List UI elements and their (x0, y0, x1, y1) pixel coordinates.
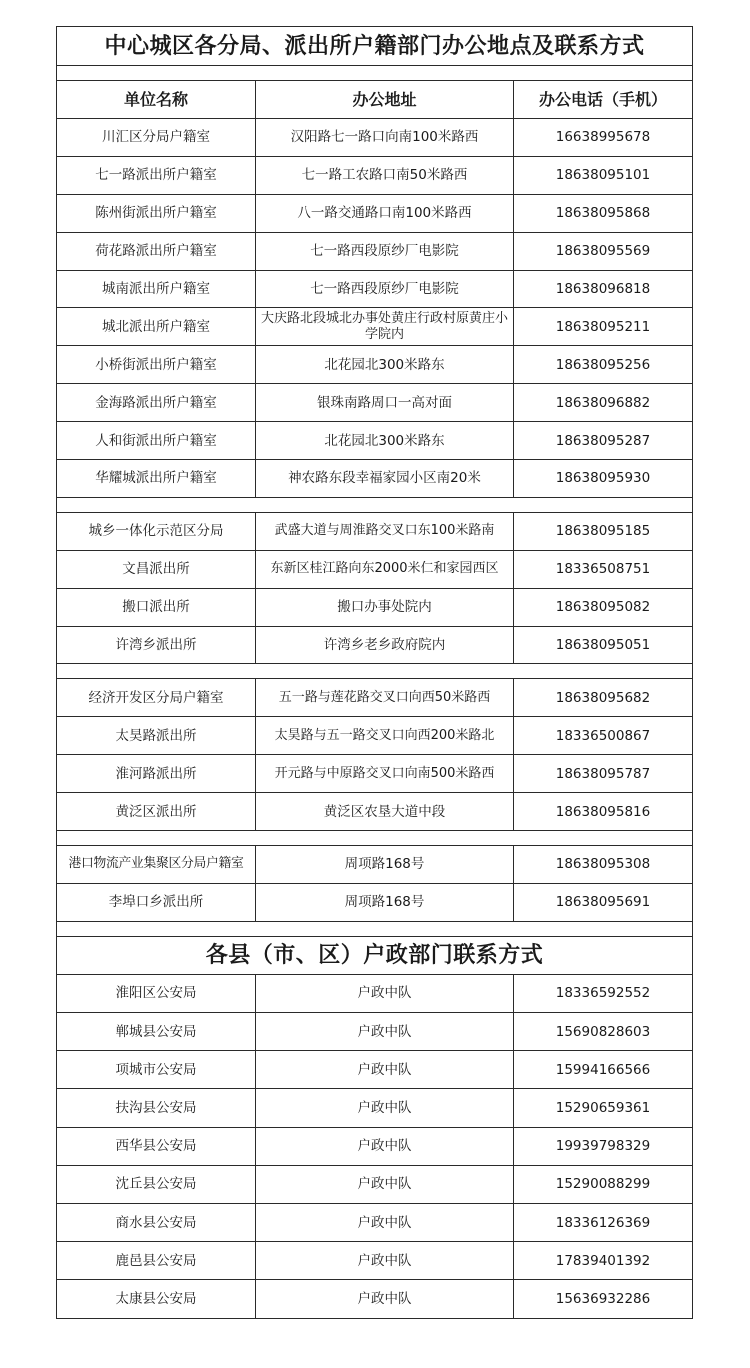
phone-cell: 15290088299 (514, 1165, 693, 1203)
unit-name-cell: 项城市公安局 (57, 1051, 256, 1089)
address-cell: 七一路西段原纱厂电影院 (256, 270, 514, 308)
phone-cell: 18638095868 (514, 194, 693, 232)
table-row (57, 1051, 693, 1089)
phone-cell: 18638095211 (514, 308, 693, 346)
table-row (57, 1127, 693, 1165)
unit-name-cell: 扶沟县公安局 (57, 1089, 256, 1127)
table-row (57, 1280, 693, 1318)
table-row (57, 974, 693, 1012)
phone-cell: 18336592552 (514, 974, 693, 1012)
phone-cell: 16638995678 (514, 119, 693, 157)
unit-name-cell: 文昌派出所 (57, 550, 256, 588)
address-cell: 七一路工农路口南50米路西 (256, 156, 514, 194)
address-cell: 五一路与莲花路交叉口向西50米路西 (256, 679, 514, 717)
unit-name-cell: 荷花路派出所户籍室 (57, 232, 256, 270)
phone-cell: 15636932286 (514, 1280, 693, 1318)
department-cell: 户政中队 (256, 1165, 514, 1203)
unit-name-cell: 七一路派出所户籍室 (57, 156, 256, 194)
table-row (57, 194, 693, 232)
spacer-cell (57, 664, 693, 679)
table-row (57, 755, 693, 793)
page-title: 中心城区各分局、派出所户籍部门办公地点及联系方式 (57, 27, 693, 66)
phone-cell: 18336126369 (514, 1203, 693, 1241)
address-cell: 武盛大道与周淮路交叉口东100米路南 (256, 512, 514, 550)
county-section-title: 各县（市、区）户政部门联系方式 (57, 936, 693, 974)
table-row (57, 626, 693, 664)
table-row (57, 588, 693, 626)
table-row (57, 679, 693, 717)
unit-name-cell: 许湾乡派出所 (57, 626, 256, 664)
title-row (57, 27, 693, 66)
table-row (57, 846, 693, 884)
phone-cell: 18336500867 (514, 717, 693, 755)
spacer-row (57, 664, 693, 679)
spacer-row (57, 497, 693, 512)
address-cell: 大庆路北段城北办事处黄庄行政村原黄庄小学院内 (256, 308, 514, 346)
department-cell: 户政中队 (256, 1089, 514, 1127)
phone-cell: 15994166566 (514, 1051, 693, 1089)
address-cell: 北花园北300米路东 (256, 422, 514, 460)
phone-cell: 17839401392 (514, 1242, 693, 1280)
table-row (57, 793, 693, 831)
spacer-cell (57, 921, 693, 936)
phone-cell: 18638095930 (514, 460, 693, 498)
unit-name-cell: 商水县公安局 (57, 1203, 256, 1241)
address-cell: 北花园北300米路东 (256, 346, 514, 384)
county-title-row (57, 936, 693, 974)
table-row (57, 460, 693, 498)
unit-name-cell: 黄泛区派出所 (57, 793, 256, 831)
table-row (57, 717, 693, 755)
unit-name-cell: 金海路派出所户籍室 (57, 384, 256, 422)
unit-name-cell: 淮河路派出所 (57, 755, 256, 793)
address-cell: 搬口办事处院内 (256, 588, 514, 626)
address-cell: 周项路168号 (256, 846, 514, 884)
phone-cell: 18638095101 (514, 156, 693, 194)
department-cell: 户政中队 (256, 1127, 514, 1165)
phone-cell: 18638096882 (514, 384, 693, 422)
unit-name-cell: 人和街派出所户籍室 (57, 422, 256, 460)
spacer-cell (57, 66, 693, 81)
department-cell: 户政中队 (256, 1013, 514, 1051)
unit-name-cell: 搬口派出所 (57, 588, 256, 626)
unit-name-cell: 经济开发区分局户籍室 (57, 679, 256, 717)
unit-name-cell: 城南派出所户籍室 (57, 270, 256, 308)
table-row (57, 550, 693, 588)
phone-cell: 18638095287 (514, 422, 693, 460)
spacer-cell (57, 831, 693, 846)
spacer-cell (57, 497, 693, 512)
phone-cell: 18638096818 (514, 270, 693, 308)
department-cell: 户政中队 (256, 1051, 514, 1089)
phone-cell: 18638095691 (514, 883, 693, 921)
header-row (57, 81, 693, 119)
table-row (57, 1203, 693, 1241)
table-row (57, 346, 693, 384)
phone-cell: 18638095308 (514, 846, 693, 884)
department-cell: 户政中队 (256, 1242, 514, 1280)
table-row (57, 270, 693, 308)
spacer-row (57, 66, 693, 81)
table-row (57, 512, 693, 550)
contact-table-body (57, 27, 693, 1319)
unit-name-cell: 城北派出所户籍室 (57, 308, 256, 346)
unit-name-cell: 郸城县公安局 (57, 1013, 256, 1051)
table-row (57, 1242, 693, 1280)
unit-name-cell: 太昊路派出所 (57, 717, 256, 755)
header-unit-name: 单位名称 (57, 81, 256, 119)
header-phone: 办公电话（手机） (514, 81, 693, 119)
department-cell: 户政中队 (256, 1280, 514, 1318)
contact-table (56, 26, 693, 1319)
unit-name-cell: 太康县公安局 (57, 1280, 256, 1318)
phone-cell: 18638095051 (514, 626, 693, 664)
phone-cell: 15290659361 (514, 1089, 693, 1127)
table-row (57, 384, 693, 422)
table-row (57, 883, 693, 921)
unit-name-cell: 鹿邑县公安局 (57, 1242, 256, 1280)
unit-name-cell: 李埠口乡派出所 (57, 883, 256, 921)
table-row (57, 156, 693, 194)
unit-name-cell: 西华县公安局 (57, 1127, 256, 1165)
department-cell: 户政中队 (256, 974, 514, 1012)
table-row (57, 119, 693, 157)
unit-name-cell: 川汇区分局户籍室 (57, 119, 256, 157)
table-row (57, 1165, 693, 1203)
spacer-row (57, 921, 693, 936)
phone-cell: 18336508751 (514, 550, 693, 588)
phone-cell: 18638095082 (514, 588, 693, 626)
header-address: 办公地址 (256, 81, 514, 119)
table-row (57, 1089, 693, 1127)
phone-cell: 18638095816 (514, 793, 693, 831)
phone-cell: 18638095569 (514, 232, 693, 270)
table-row (57, 308, 693, 346)
phone-cell: 15690828603 (514, 1013, 693, 1051)
address-cell: 神农路东段幸福家园小区南20米 (256, 460, 514, 498)
address-cell: 银珠南路周口一高对面 (256, 384, 514, 422)
address-cell: 七一路西段原纱厂电影院 (256, 232, 514, 270)
table-row (57, 422, 693, 460)
phone-cell: 19939798329 (514, 1127, 693, 1165)
address-cell: 汉阳路七一路口向南100米路西 (256, 119, 514, 157)
address-cell: 八一路交通路口南100米路西 (256, 194, 514, 232)
unit-name-cell: 华耀城派出所户籍室 (57, 460, 256, 498)
address-cell: 许湾乡老乡政府院内 (256, 626, 514, 664)
spacer-row (57, 831, 693, 846)
unit-name-cell: 城乡一体化示范区分局 (57, 512, 256, 550)
address-cell: 周项路168号 (256, 883, 514, 921)
unit-name-cell: 沈丘县公安局 (57, 1165, 256, 1203)
unit-name-cell: 淮阳区公安局 (57, 974, 256, 1012)
address-cell: 黄泛区农垦大道中段 (256, 793, 514, 831)
address-cell: 太昊路与五一路交叉口向西200米路北 (256, 717, 514, 755)
department-cell: 户政中队 (256, 1203, 514, 1241)
phone-cell: 18638095185 (514, 512, 693, 550)
table-row (57, 232, 693, 270)
unit-name-cell: 陈州街派出所户籍室 (57, 194, 256, 232)
phone-cell: 18638095256 (514, 346, 693, 384)
address-cell: 东新区桂江路向东2000米仁和家园西区 (256, 550, 514, 588)
address-cell: 开元路与中原路交叉口向南500米路西 (256, 755, 514, 793)
unit-name-cell: 小桥街派出所户籍室 (57, 346, 256, 384)
phone-cell: 18638095682 (514, 679, 693, 717)
phone-cell: 18638095787 (514, 755, 693, 793)
unit-name-cell: 港口物流产业集聚区分局户籍室 (57, 846, 256, 884)
table-row (57, 1013, 693, 1051)
